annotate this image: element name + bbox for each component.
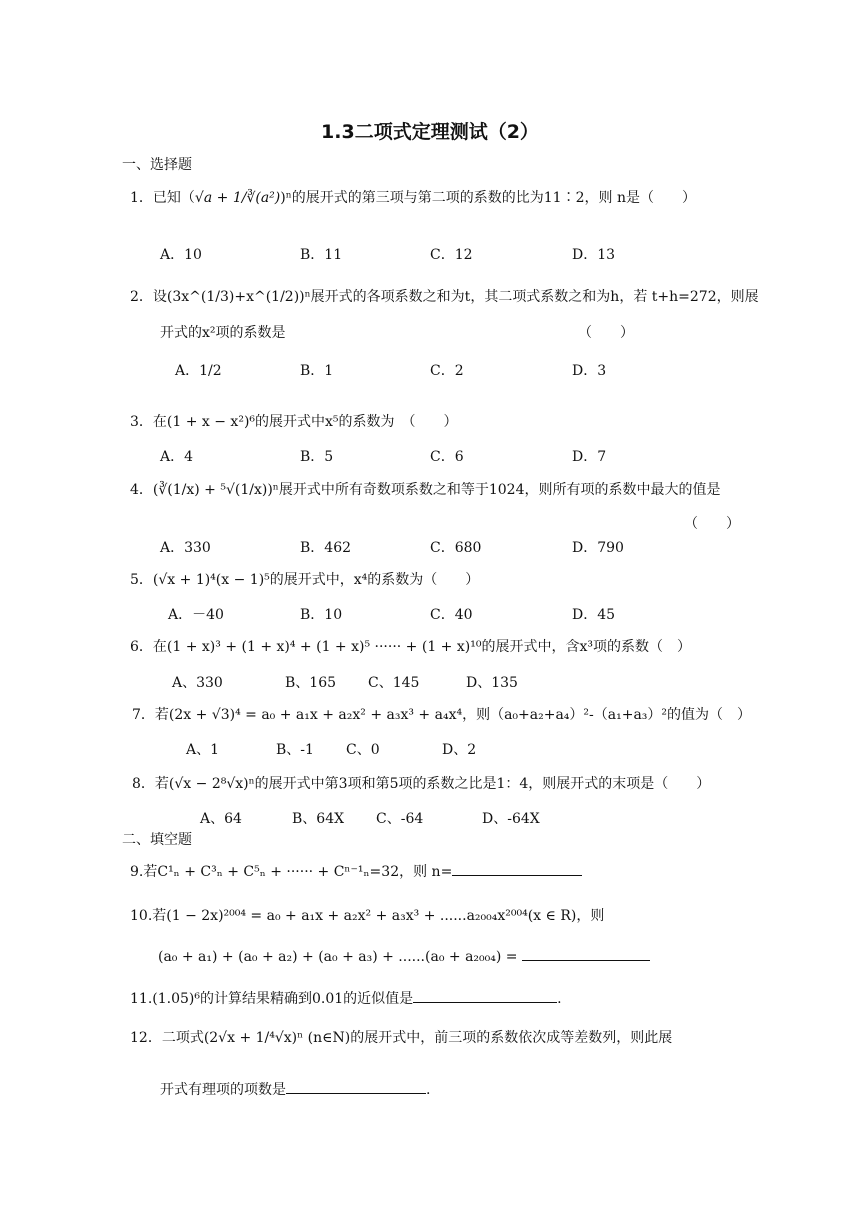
question-12-text: 开式有理项的项数是 [160, 1082, 286, 1098]
question-7-option-d: D、2 [442, 742, 477, 758]
question-2-answer-paren: （ ） [578, 325, 634, 341]
question-9-answer-blank[interactable] [452, 875, 582, 876]
question-2-line-1: 2．设(3x^(1/3)+x^(1/2))ⁿ展开式的各项系数之和为t，其二项式系数之和为h，若 t+h=272，则展 [130, 289, 759, 305]
question-1-option-a: A．10 [160, 247, 202, 263]
question-12-end: . [426, 1082, 431, 1098]
question-1-prefix: 1．已知（ [130, 190, 195, 206]
question-9-text: 9.若C¹ₙ + C³ₙ + C⁵ₙ + ······ + Cⁿ⁻¹ₙ=32，则 n= [130, 864, 453, 880]
question-12-line-2 [160, 1079, 430, 1099]
question-8-option-a: A、64 [200, 811, 242, 827]
question-11-answer-blank[interactable] [413, 1002, 557, 1003]
section-choice-heading: 一、选择题 [122, 157, 192, 173]
question-8-option-c: C、-64 [376, 811, 424, 827]
question-11 [130, 988, 562, 1008]
question-1-option-d: D．13 [572, 247, 616, 263]
question-4: 4．(∛(1/x) + ⁵√(1/x))ⁿ展开式中所有奇数项系数之和等于1024，则所有项的系数中最大的值是 [130, 482, 721, 498]
section-fill-heading: 二、填空题 [122, 832, 192, 848]
question-8-option-b: B、64X [292, 811, 345, 827]
question-2-option-c: C．2 [430, 363, 464, 379]
question-5-option-b: B．10 [300, 607, 343, 623]
question-1-option-b: B．11 [300, 247, 343, 263]
question-5-option-c: C．40 [430, 607, 473, 623]
question-3-option-a: A．4 [160, 449, 194, 465]
question-7-option-b: B、-1 [276, 742, 314, 758]
question-6-option-b: B、165 [285, 675, 337, 691]
question-10-line-1: 10.若(1 − 2x)²⁰⁰⁴ = a₀ + a₁x + a₂x² + a₃x³ + ......a₂₀₀₄x²⁰⁰⁴(x ∈ R)，则 [130, 908, 605, 924]
question-4-answer-paren: （ ） [684, 516, 740, 532]
question-3-option-d: D．7 [572, 449, 607, 465]
question-9 [130, 861, 582, 881]
question-7-option-a: A、1 [186, 742, 220, 758]
question-1-text: )ⁿ的展开式的第三项与第二项的系数的比为11∶2，则 n是（ ） [280, 190, 696, 206]
question-12-answer-blank[interactable] [286, 1093, 426, 1094]
question-2-line-2: 开式的x²项的系数是 [160, 325, 286, 341]
question-10-line-2 [158, 949, 650, 965]
question-1-option-c: C．12 [430, 247, 473, 263]
question-11-text: 11.(1.05)⁶的计算结果精确到0.01的近似值是 [130, 991, 414, 1007]
question-6-option-c: C、145 [368, 675, 420, 691]
question-7: 7．若(2x + √3)⁴ = a₀ + a₁x + a₂x² + a₃x³ + a₄x⁴，则（a₀+a₂+a₄）²-（a₁+a₃）²的值为（ ） [132, 707, 752, 723]
question-4-option-c: C．680 [430, 540, 482, 556]
question-2-option-d: D．3 [572, 363, 607, 379]
question-6-option-d: D、135 [466, 675, 518, 691]
question-11-end: . [557, 991, 562, 1007]
question-3-option-b: B．5 [300, 449, 334, 465]
question-5: 5．(√x + 1)⁴(x − 1)⁵的展开式中，x⁴的系数为（ ） [130, 572, 480, 588]
question-10-answer-blank[interactable] [522, 960, 650, 961]
question-3-option-c: C．6 [430, 449, 464, 465]
question-1-expression: √a + 1/∛(a²) [194, 190, 281, 206]
question-4-option-d: D．790 [572, 540, 624, 556]
page-title: 1.3二项式定理测试（2） [321, 121, 539, 143]
question-6: 6．在(1 + x)³ + (1 + x)⁴ + (1 + x)⁵ ······ + (1 + x)¹⁰的展开式中，含x³项的系数（ ） [130, 639, 691, 655]
question-5-option-a: A．－40 [168, 607, 224, 623]
question-10-expression: (a₀ + a₁) + (a₀ + a₂) + (a₀ + a₃) + ......(a₀ + a₂₀₀₄) = [158, 949, 518, 965]
question-12-line-1: 12．二项式(2√x + 1/⁴√x)ⁿ (n∈N)的展开式中，前三项的系数依次成等差数列，则此展 [130, 1030, 673, 1046]
question-8: 8．若(√x − 2⁸√x)ⁿ的展开式中第3项和第5项的系数之比是1：4，则展开式的末项是（ ） [132, 776, 711, 792]
question-2-option-b: B．1 [300, 363, 334, 379]
question-3: 3．在(1 + x − x²)⁶的展开式中x⁵的系数为 （ ） [130, 414, 458, 430]
question-2-option-a: A．1/2 [175, 363, 222, 379]
question-8-option-d: D、-64X [482, 811, 540, 827]
question-4-option-a: A．330 [160, 540, 211, 556]
question-4-option-b: B．462 [300, 540, 352, 556]
question-1 [130, 187, 696, 207]
question-5-option-d: D．45 [572, 607, 616, 623]
question-6-option-a: A、330 [172, 675, 223, 691]
question-7-option-c: C、0 [346, 742, 380, 758]
